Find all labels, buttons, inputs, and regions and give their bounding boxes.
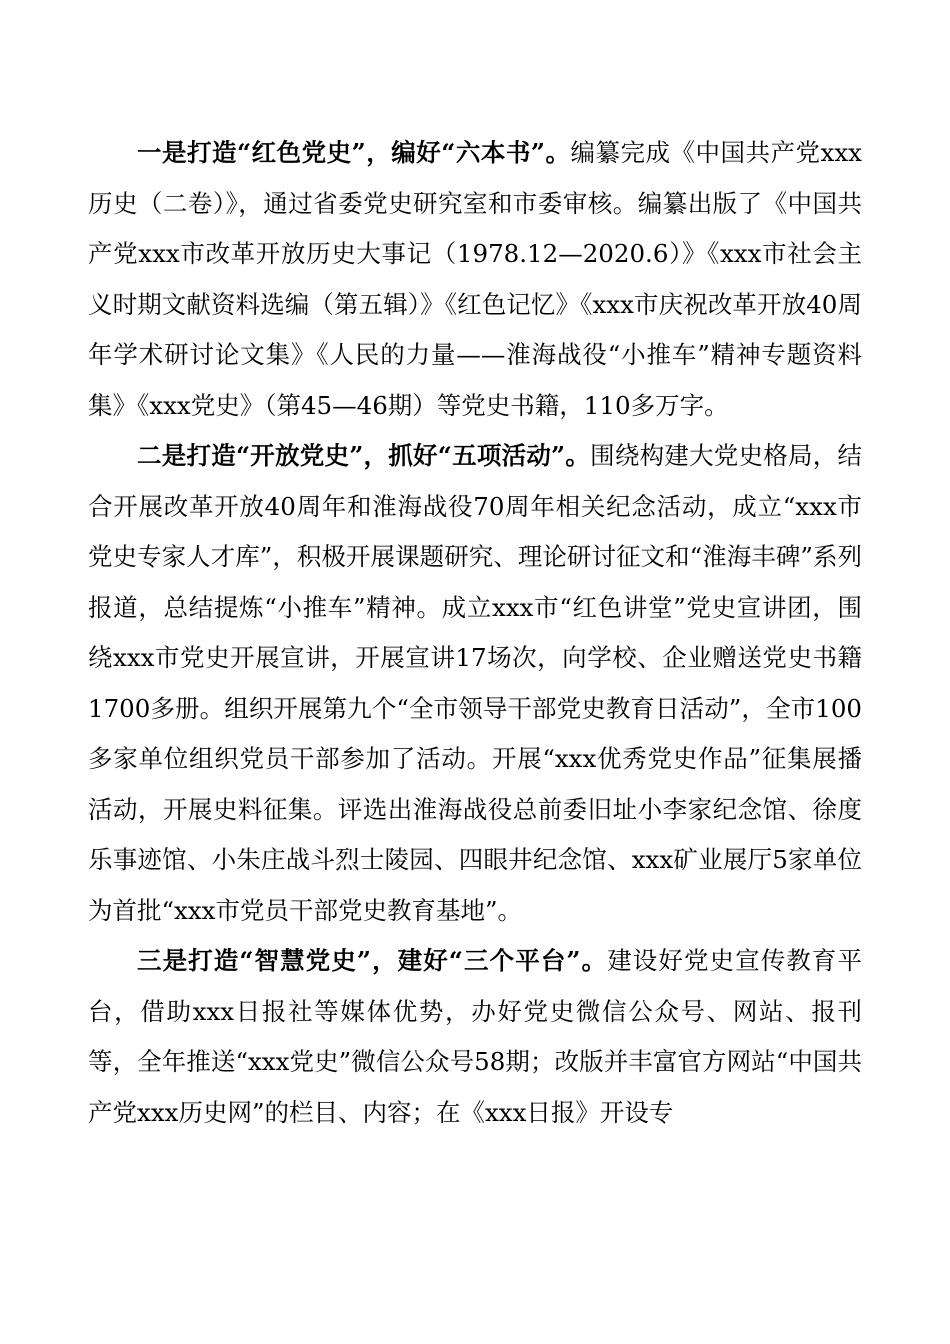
paragraph-red-history	[88, 128, 862, 431]
paragraph-body: 围绕构建大党史格局，结合开展改革开放40周年和淮海战役70周年相关纪念活动，成立“xxx市党史专家人才库”，积极开展课题研究、理论研讨征文和“淮海丰碑”系列报道，总结提炼“小推车”精神。成立xxx市“红色讲堂”党史宣讲团，围绕xxx市党史开展宣讲，开展宣讲17场次，向学校、企业赠送党史书籍1700多册。组织开展第九个“全市领导干部党史教育日活动”，全市100多家单位组织党员干部参加了活动。开展“xxx优秀党史作品”征集展播活动，开展史料征集。评选出淮海战役总前委旧址小李家纪念馆、徐度乐事迹馆、小朱庄战斗烈士陵园、四眼井纪念馆、xxx矿业展厅5家单位为首批“xxx市党员干部党史教育基地”。	[88, 441, 862, 925]
paragraph-lead: 一是打造“红色党史”，编好“六本书”。	[137, 138, 571, 167]
paragraph-lead: 二是打造“开放党史”，抓好“五项活动”。	[137, 441, 591, 470]
paragraph-body: 编纂完成《中国共产党xxx历史（二卷）》，通过省委党史研究室和市委审核。编纂出版了《中国共产党xxx市改革开放历史大事记（1978.12—2020.6）》《xxx市社会主义时期文献资料选编（第五辑）》《红色记忆》《xxx市庆祝改革开放40周年学术研讨论文集》《人民的力量——淮海战役“小推车”精神专题资料集》《xxx党史》（第45—46期）等党史书籍，110多万字。	[88, 138, 862, 420]
paragraph-smart-history	[88, 936, 862, 1138]
paragraph-open-history	[88, 431, 862, 936]
document-page	[88, 128, 862, 1138]
paragraph-body: 建设好党史宣传教育平台，借助xxx日报社等媒体优势，办好党史微信公众号、网站、报刊等，全年推送“xxx党史”微信公众号58期；改版并丰富官方网站“中国共产党xxx历史网”的栏目、内容；在《xxx日报》开设专	[88, 946, 863, 1127]
paragraph-lead: 三是打造“智慧党史”，建好“三个平台”。	[137, 946, 608, 975]
